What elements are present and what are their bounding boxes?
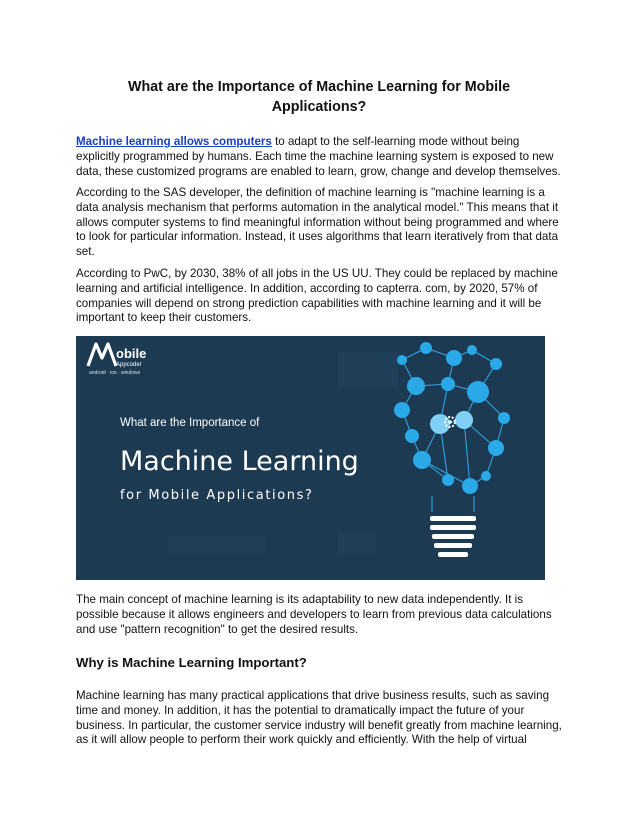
paragraph-intro-text: to adapt to the self-learning mode without being explicitly programmed by humans. Each time the machine learning system is exposed to new data, these customized programs are enabled to learn, grow, change and develop themselves. [76,135,561,178]
machine-learning-link[interactable]: Machine learning allows computers [76,135,272,148]
paragraph-sas: According to the SAS developer, the definition of machine learning is "machine learning is a data analysis mechanism that performs automation in the analytical model." This means that it allows computer systems to find meaningful information without being programmed and where to look for particular information. Instead, it uses algorithms that learn iteratively from that data set. [76,186,559,259]
paragraph-pwc: According to PwC, by 2030, 38% of all jobs in the US UU. They could be replaced by machine learning and artificial intelligence. In addition, according to capterra. com, by 2020, 57% of companies will depend on strong prediction capabilities with machine learning and it will be important to keep their customers. [76,267,558,325]
page-title [76,77,562,117]
logo-text-obile: obile [116,346,147,361]
banner-line-2: Machine Learning [120,446,359,477]
paragraph-concept: The main concept of machine learning is its adaptability to new data independently. It is possible because it allows engineers and developers to learn from previous data calculations and use "pattern recognition" to get the desired results. [76,593,552,636]
section-heading: Why is Machine Learning Important? [76,655,307,670]
banner-graphic [76,336,545,580]
lightbulb-network-icon [402,348,504,512]
logo-text-appcoder: Appcoder [116,362,142,368]
title-line-1: What are the Importance of Machine Learning for Mobile [127,79,511,95]
logo-tagline: android · ios · windows [89,370,141,376]
paragraph-intro [76,135,562,179]
paragraph-importance: Machine learning has many practical applications that drive business results, such as saving time and money. In addition, it has the potential to dramatically impact the future of your business. In particular, the customer service industry will benefit greatly from machine learning, as it will allow people to perform their work quickly and efficiently. With the help of virtual [76,689,562,747]
banner-line-1: What are the Importance of [120,417,260,429]
title-line-2: Applications? [271,99,367,115]
article-banner-image [76,336,545,580]
banner-line-3: for Mobile Applications? [120,488,314,503]
bulb-base [430,516,476,557]
mobile-appcoder-logo [88,344,146,376]
